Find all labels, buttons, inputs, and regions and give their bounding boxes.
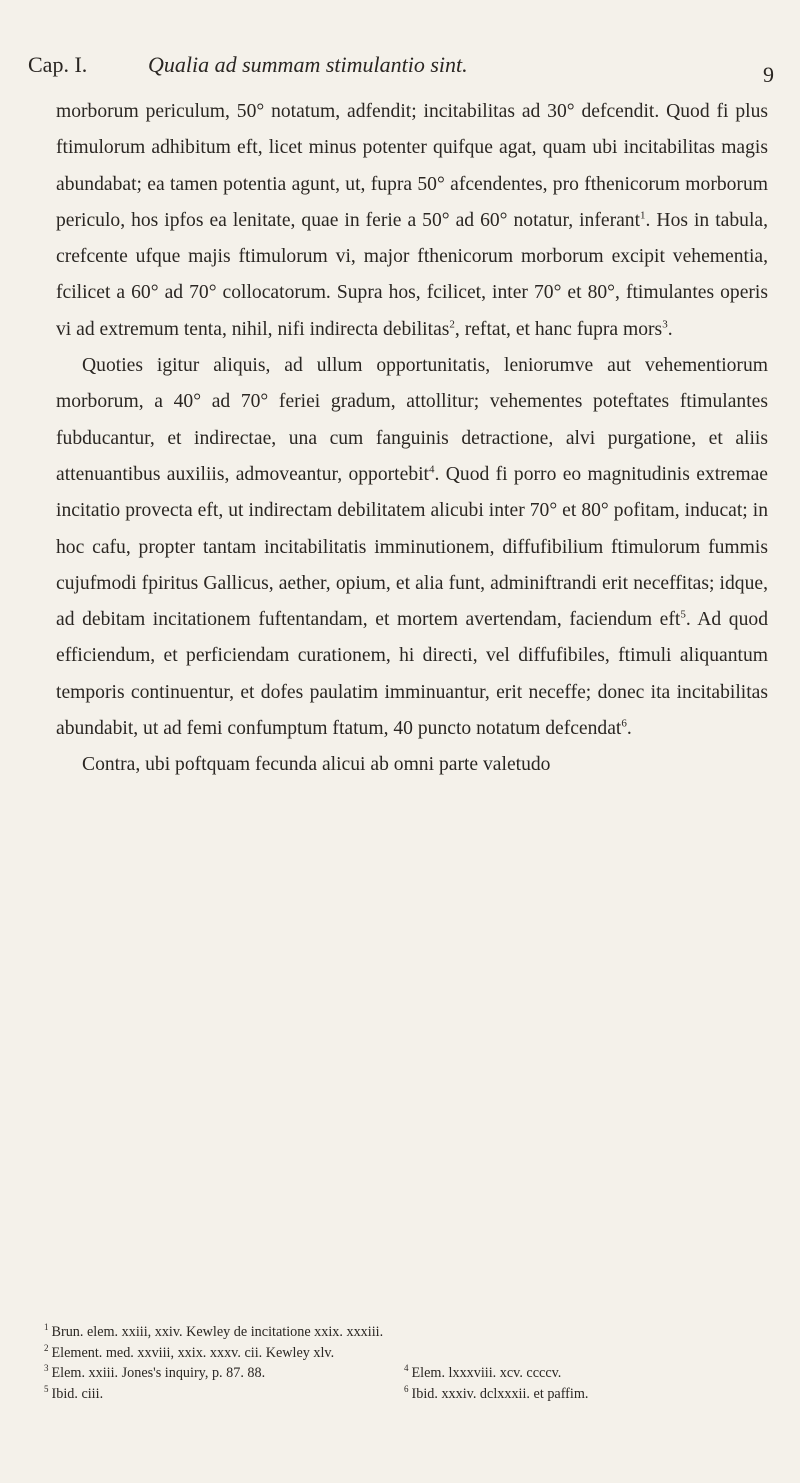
footnote-row <box>44 1363 768 1384</box>
text-segment: Quoties igitur aliquis, ad ullum opportunitatis, leniorumve aut vehementiorum morborum, a 40° ad 70° feriei gradum, attollitur; vehementes poteftates ftimulantes fubducantur, et indirectae, una cum fanguinis detractione, alvi purgatione, et aliis attenuantibus auxiliis, admoveantur, opportebit <box>56 355 768 485</box>
footnote-marker: 6 <box>621 717 627 730</box>
footnote <box>404 1363 768 1384</box>
footnote-marker: 4 <box>429 463 435 476</box>
body-text <box>56 94 768 784</box>
footnote-marker: 1 <box>640 209 646 222</box>
footnote-number: 4 <box>404 1363 409 1374</box>
footnote-row <box>44 1384 768 1405</box>
footnote <box>44 1363 404 1384</box>
running-title: Qualia ad summam stimulantio sint. <box>148 52 468 77</box>
chapter-label: Cap. I. <box>28 52 88 77</box>
paragraph <box>56 747 768 783</box>
text-segment: . Hos in tabula, crefcente ufque majis ftimulorum vi, major fthenicorum morborum excipit vehementia, fcilicet a 60° ad 70° collocatorum. Supra hos, fcilicet, inter 70° et 80°, ftimulantes operis vi ad extremum tenta, nihil, nifi indirecta debilitas <box>56 209 768 340</box>
footnote-number: 6 <box>404 1383 409 1394</box>
footnote <box>404 1322 768 1343</box>
footnote-row <box>44 1322 768 1343</box>
text-segment: , reftat, et hanc fupra mors <box>454 318 663 340</box>
footnote-text: Ibid. xxxiv. dclxxxii. et paffim. <box>411 1385 589 1402</box>
text-segment: Contra, ubi poftquam fecunda alicui ab omni parte valetudo <box>82 754 551 776</box>
footnote-text: Element. med. xxviii, xxix. xxxv. cii. Kewley xlv. <box>51 1344 335 1361</box>
footnote-marker: 2 <box>449 318 455 331</box>
footnote-marker: 3 <box>662 318 668 331</box>
footnote-text: Elem. lxxxviii. xcv. ccccv. <box>411 1365 562 1381</box>
footnote-number: 2 <box>44 1342 49 1353</box>
footnote-number: 5 <box>44 1383 49 1394</box>
footnotes <box>44 1322 768 1404</box>
paragraph <box>56 348 768 747</box>
text-segment: morborum periculum, 50° notatum, adfendit; incitabilitas ad 30° defcendit. Quod fi plus ftimulorum adhibitum eft, licet minus potenter quifque agat, quam ubi incitabilitas magis abundabat; ea tamen potentia agunt, ut, fupra 50° afcendentes, pro fthenicorum morborum periculo, hos ipfos ea lenitate, quae in ferie a 50° ad 60° notatur, inferant <box>56 101 768 231</box>
footnote-text: Brun. elem. xxiii, xxiv. Kewley de incitatione xxix. xxxiii. <box>51 1324 384 1340</box>
footnote-text: Elem. xxiii. Jones's inquiry, p. 87. 88. <box>51 1365 266 1381</box>
text-segment: . <box>667 318 673 340</box>
text-segment: . Quod fi porro eo magnitudinis extremae incitatio provecta eft, ut indirectam debilitatem alicubi inter 70° et 80° pofitam, inducat; in hoc cafu, propter tantam incitabilitatis imminutionem, diffufibilium ftimulorum fummis cujufmodi fpiritus Gallicus, aether, opium, et alia funt, adminiftrandi erit neceffitas; idque, ad debitam incitationem fuftentandam, et mortem avertendam, faciendum eft <box>56 463 768 631</box>
page-number: 9 <box>763 62 774 87</box>
footnote <box>44 1343 404 1364</box>
footnote <box>44 1384 404 1405</box>
footnote <box>404 1343 768 1364</box>
text-segment: . <box>626 718 632 740</box>
footnote-number: 1 <box>44 1322 49 1333</box>
paragraph <box>56 94 768 348</box>
footnote-text: Ibid. ciii. <box>51 1385 104 1402</box>
footnote-marker: 5 <box>680 608 686 621</box>
footnote <box>44 1322 404 1343</box>
footnote-number: 3 <box>44 1363 49 1374</box>
page-header <box>28 52 774 87</box>
text-segment: . Ad quod efficiendum, et perficiendam curationem, hi directi, vel diffufibiles, ftimuli aliquantum temporis continuentur, et dofes paulatim imminuantur, erit neceffe; donec ita incitabilitas abundabit, ut ad femi confumptum ftatum, 40 puncto notatum defcendat <box>56 609 768 740</box>
footnote <box>404 1384 768 1405</box>
footnote-row <box>44 1343 768 1364</box>
